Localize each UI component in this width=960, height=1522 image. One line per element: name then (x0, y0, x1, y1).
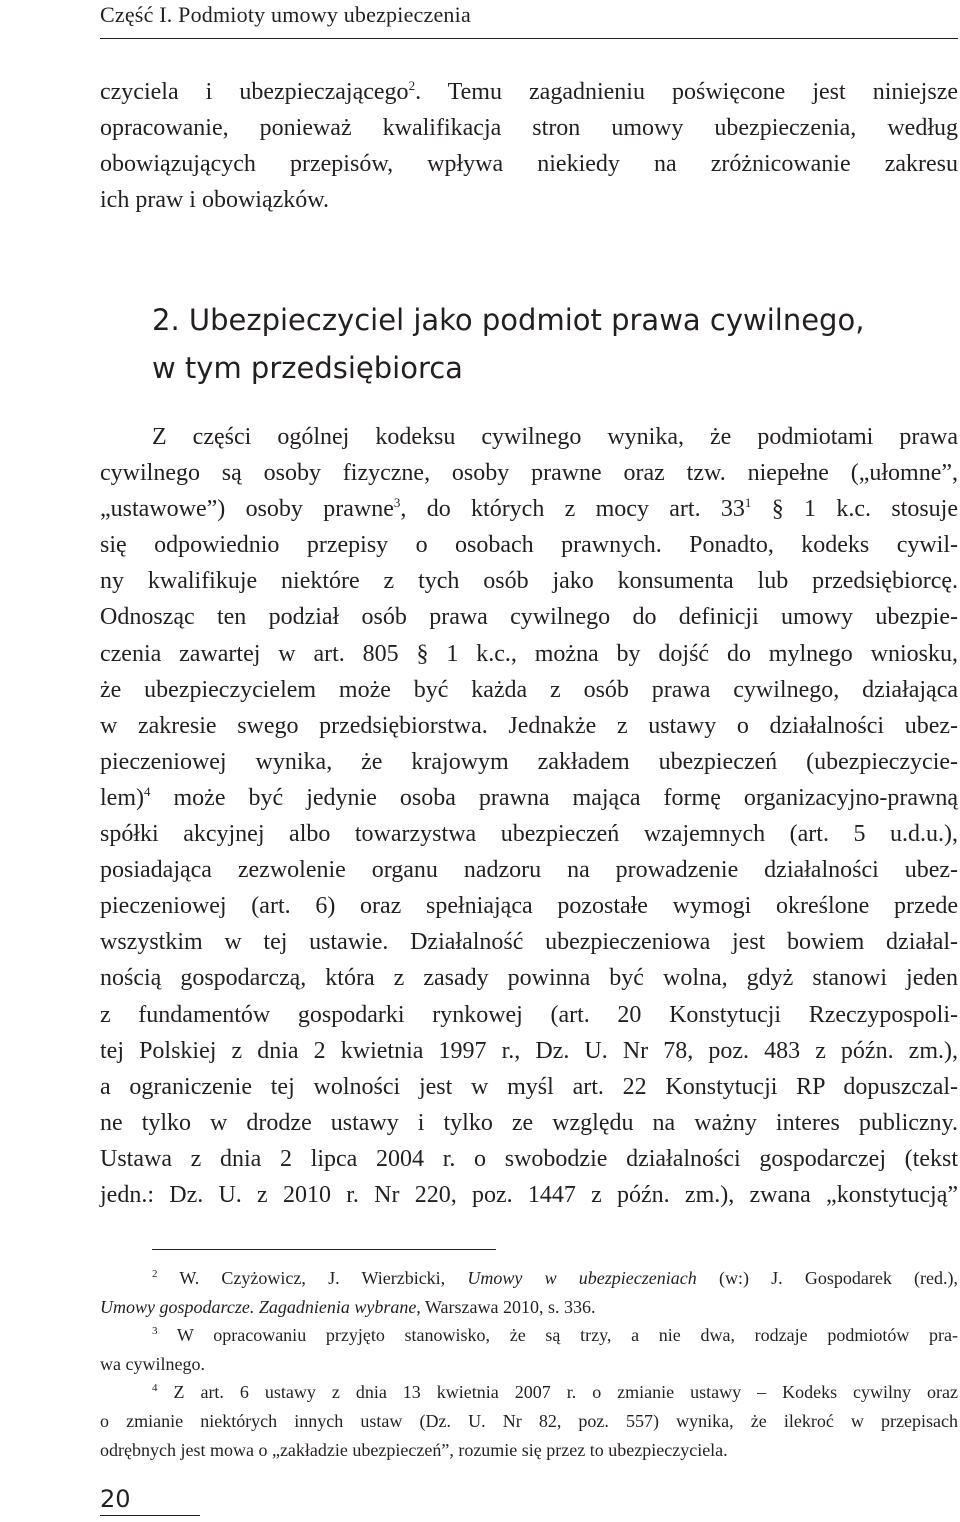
footnote-2-authors: W. Czyżowicz, J. Wierzbicki, (157, 1268, 468, 1288)
intro-line-1b: . Temu zagadnieniu poświęcone jest niniejsze (415, 79, 958, 105)
intro-line-1a: czyciela i ubezpieczającego (100, 79, 409, 105)
footnote-4-line-1 (100, 1378, 958, 1407)
footnote-ref-3[interactable]: 3 (393, 495, 401, 511)
main-line-2: cywilnego są osoby fizyczne, osoby prawne oraz tzw. niepełne („ułomne”, (100, 460, 958, 487)
footnote-4-line-3: odrębnych jest mowa o „zakładzie ubezpieczeń”, rozumie się przez to ubezpieczyciela. (100, 1439, 728, 1460)
footnote-4-line-2: o zmianie niektórych innych ustaw (Dz. U. Nr 82, poz. 557) wynika, że ilekroć w przepisach (100, 1410, 958, 1431)
main-paragraph (100, 419, 958, 1213)
main-line-11 (100, 780, 958, 816)
main-line-9: w zakresie swego przedsiębiorstwa. Jednakże z ustawy o działalności ubez- (100, 712, 958, 739)
main-line-3c: § 1 k.c. stosuje (751, 496, 958, 523)
main-line-1: Z części ogólnej kodeksu cywilnego wynika, że podmiotami prawa (152, 424, 958, 450)
running-head: Część I. Podmioty umowy ubezpieczenia (100, 2, 471, 27)
main-line-11b: może być jedynie osoba prawna mająca formę organizacyjno-prawną (150, 784, 958, 811)
section-heading (152, 296, 958, 392)
main-line-19: a ograniczenie tej wolności jest w myśl art. 22 Konstytucji RP dopuszczal- (100, 1073, 958, 1100)
footnote-ref-2[interactable]: 2 (408, 78, 416, 93)
main-line-11a: lem) (100, 784, 144, 811)
intro-line-1 (100, 74, 958, 110)
main-line-3 (100, 491, 958, 527)
main-line-15: wszystkim w tej ustawie. Działalność ubezpieczeniowa jest bowiem działal- (100, 929, 958, 956)
page-number-rule (100, 1515, 200, 1516)
main-line-6: Odnosząc ten podział osób prawa cywilnego do definicji umowy ubezpie- (100, 604, 958, 631)
main-line-14: pieczeniowej (art. 6) oraz spełniająca pozostałe wymogi określone przede (100, 893, 958, 920)
footnote-2-line-1 (100, 1264, 958, 1293)
footnote-3-mark: 3 (152, 1325, 158, 1338)
intro-paragraph (100, 74, 958, 218)
footnote-2-editor: (w:) J. Gospodarek (red.), (696, 1268, 958, 1288)
page-number: 20 (100, 1485, 131, 1513)
main-line-21: Ustawa z dnia 2 lipca 2004 r. o swobodzie działalności gospodarczej (tekst (100, 1145, 958, 1172)
intro-line-2: opracowanie, ponieważ kwalifikacja stron umowy ubezpieczenia, według (100, 115, 958, 142)
footnote-2-line-2 (100, 1293, 958, 1322)
main-line-7: czenia zawartej w art. 805 § 1 k.c., można by dojść do mylnego wniosku, (100, 640, 958, 667)
main-line-13: posiadająca zezwolenie organu nadzoru na prowadzenie działalności ubez- (100, 857, 958, 884)
footnote-3-text: W opracowaniu przyjęto stanowisko, że są trzy, a nie dwa, rodzaje podmiotów pra- (157, 1325, 958, 1346)
article-superscript: 1 (744, 495, 752, 511)
main-line-16: nością gospodarczą, która z zasady powinna być wolna, gdyż stanowi jeden (100, 965, 958, 992)
intro-line-4: ich praw i obowiązków. (100, 187, 330, 214)
header-rule (100, 38, 958, 39)
section-heading-line-1: 2. Ubezpieczyciel jako podmiot prawa cywilnego, (152, 303, 865, 337)
main-line-3a: „ustawowe”) osoby prawne (100, 496, 394, 523)
intro-line-3: obowiązujących przepisów, wpływa niekiedy na zróżnicowanie zakresu (100, 151, 958, 178)
footnote-2-book-title: Umowy gospodarcze. Zagadnienia wybrane, (100, 1296, 421, 1317)
main-line-3b: , do których z mocy art. 33 (400, 496, 745, 523)
main-line-5: ny kwalifikuje niektóre z tych osób jako konsumenta lub przedsiębiorcę. (100, 568, 958, 595)
footnote-3-line-2: wa cywilnego. (100, 1353, 205, 1374)
main-line-4: się odpowiednio przepisy o osobach prawnych. Ponadto, kodeks cywil- (100, 532, 958, 559)
footnote-ref-4[interactable]: 4 (143, 783, 151, 799)
footnote-separator (152, 1249, 496, 1250)
main-line-12: spółki akcyjnej albo towarzystwa ubezpieczeń wzajemnych (art. 5 u.d.u.), (100, 821, 958, 848)
section-heading-line-2: w tym przedsiębiorca (152, 351, 463, 385)
main-line-20: ne tylko w drodze ustawy i tylko ze względu na ważny interes publiczny. (100, 1109, 958, 1136)
footnote-4-mark: 4 (152, 1382, 158, 1395)
footnote-2-publication: Warszawa 2010, s. 336. (420, 1296, 596, 1317)
footnote-4-text: Z art. 6 ustawy z dnia 13 kwietnia 2007 r. o zmianie ustawy – Kodeks cywilny oraz (157, 1382, 958, 1403)
footnote-2-title: Umowy w ubezpieczeniach (467, 1268, 697, 1288)
main-line-8: że ubezpieczycielem może być każda z osób prawa cywilnego, działająca (100, 676, 958, 703)
main-line-10: pieczeniowej wynika, że krajowym zakładem ubezpieczeń (ubezpieczycie- (100, 748, 958, 775)
main-line-18: tej Polskiej z dnia 2 kwietnia 1997 r., Dz. U. Nr 78, poz. 483 z późn. zm.), (100, 1037, 958, 1064)
main-line-22: jedn.: Dz. U. z 2010 r. Nr 220, poz. 1447 z późn. zm.), zwana „konstytucją” (100, 1181, 958, 1208)
main-line-17: z fundamentów gospodarki rynkowej (art. 20 Konstytucji Rzeczypospoli- (100, 1001, 958, 1028)
footnotes (100, 1264, 958, 1464)
footnote-2-mark: 2 (152, 1268, 158, 1280)
footnote-3-line-1 (100, 1321, 958, 1350)
